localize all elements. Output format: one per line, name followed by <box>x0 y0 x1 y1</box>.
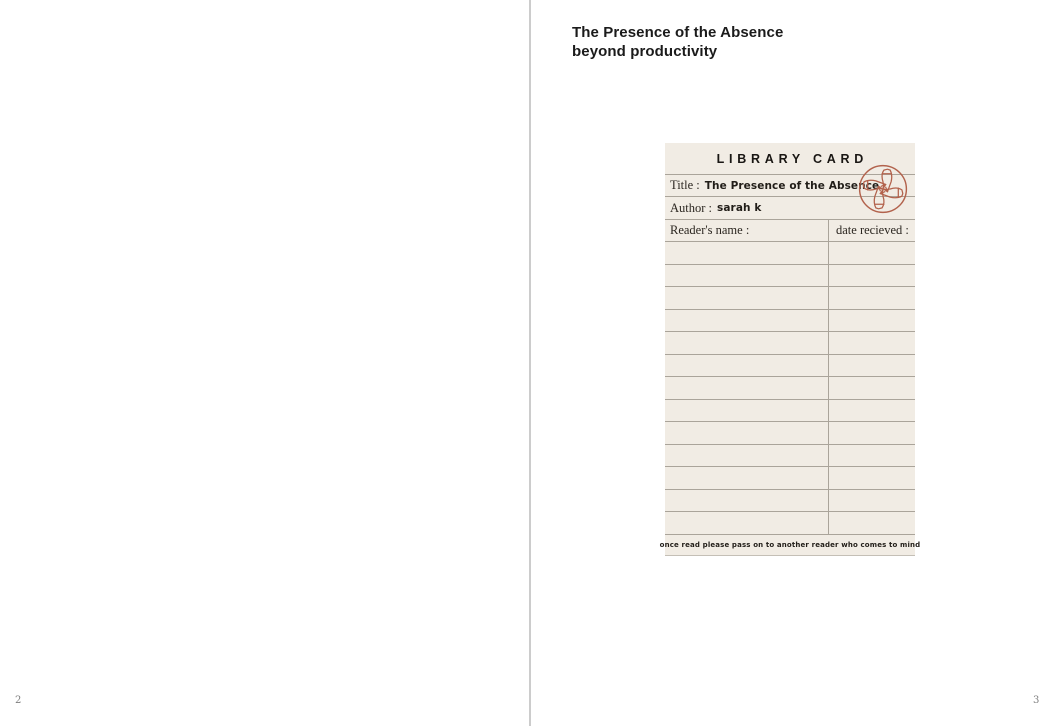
card-empty-row <box>665 355 915 378</box>
card-empty-row <box>665 242 915 265</box>
empty-date-cell <box>829 332 915 354</box>
page-number-left: 2 <box>15 695 22 706</box>
empty-date-cell <box>829 242 915 264</box>
empty-date-cell <box>829 377 915 399</box>
page-divider <box>529 0 531 726</box>
card-empty-row <box>665 332 915 355</box>
library-card <box>659 143 921 556</box>
empty-date-cell <box>829 400 915 422</box>
empty-name-cell <box>665 332 829 354</box>
card-empty-row <box>665 400 915 423</box>
card-empty-row <box>665 422 915 445</box>
readers-name-label: Reader's name : <box>670 223 750 237</box>
card-author-row <box>665 197 915 220</box>
readers-name-header-cell <box>665 220 829 241</box>
empty-date-cell <box>829 445 915 467</box>
card-empty-row <box>665 445 915 468</box>
date-received-header-cell <box>829 220 915 241</box>
card-empty-row <box>665 512 915 535</box>
card-table-body <box>665 242 915 535</box>
page-number-right: 3 <box>1033 695 1040 706</box>
card-title-row <box>665 175 915 197</box>
card-empty-row <box>665 265 915 288</box>
card-empty-row <box>665 490 915 513</box>
empty-date-cell <box>829 287 915 309</box>
empty-name-cell <box>665 265 829 287</box>
card-table-header-row <box>665 220 915 242</box>
date-received-label: date recieved : <box>836 223 909 237</box>
empty-name-cell <box>665 467 829 489</box>
card-empty-row <box>665 287 915 310</box>
card-author-value: sarah k <box>717 202 762 214</box>
card-footer-note: once read please pass on to another reader who comes to mind <box>665 535 915 556</box>
card-title-value: The Presence of the Absence <box>704 179 880 192</box>
empty-name-cell <box>665 445 829 467</box>
empty-name-cell <box>665 400 829 422</box>
empty-name-cell <box>665 512 829 534</box>
empty-name-cell <box>665 355 829 377</box>
empty-name-cell <box>665 490 829 512</box>
empty-name-cell <box>665 287 829 309</box>
empty-name-cell <box>665 242 829 264</box>
empty-name-cell <box>665 422 829 444</box>
page-title-line2: beyond productivity <box>572 43 718 60</box>
page-title-line1: The Presence of the Absence <box>572 24 784 41</box>
card-empty-row <box>665 467 915 490</box>
empty-date-cell <box>829 490 915 512</box>
page-title <box>572 23 832 61</box>
card-title-label: Title : <box>670 178 700 192</box>
card-empty-row <box>665 310 915 333</box>
card-empty-row <box>665 377 915 400</box>
card-author-label: Author : <box>670 200 713 215</box>
empty-date-cell <box>829 467 915 489</box>
empty-date-cell <box>829 355 915 377</box>
empty-date-cell <box>829 265 915 287</box>
empty-date-cell <box>829 310 915 332</box>
empty-name-cell <box>665 310 829 332</box>
empty-date-cell <box>829 512 915 534</box>
empty-name-cell <box>665 377 829 399</box>
empty-date-cell <box>829 422 915 444</box>
library-card-header: LIBRARY CARD <box>665 143 915 175</box>
